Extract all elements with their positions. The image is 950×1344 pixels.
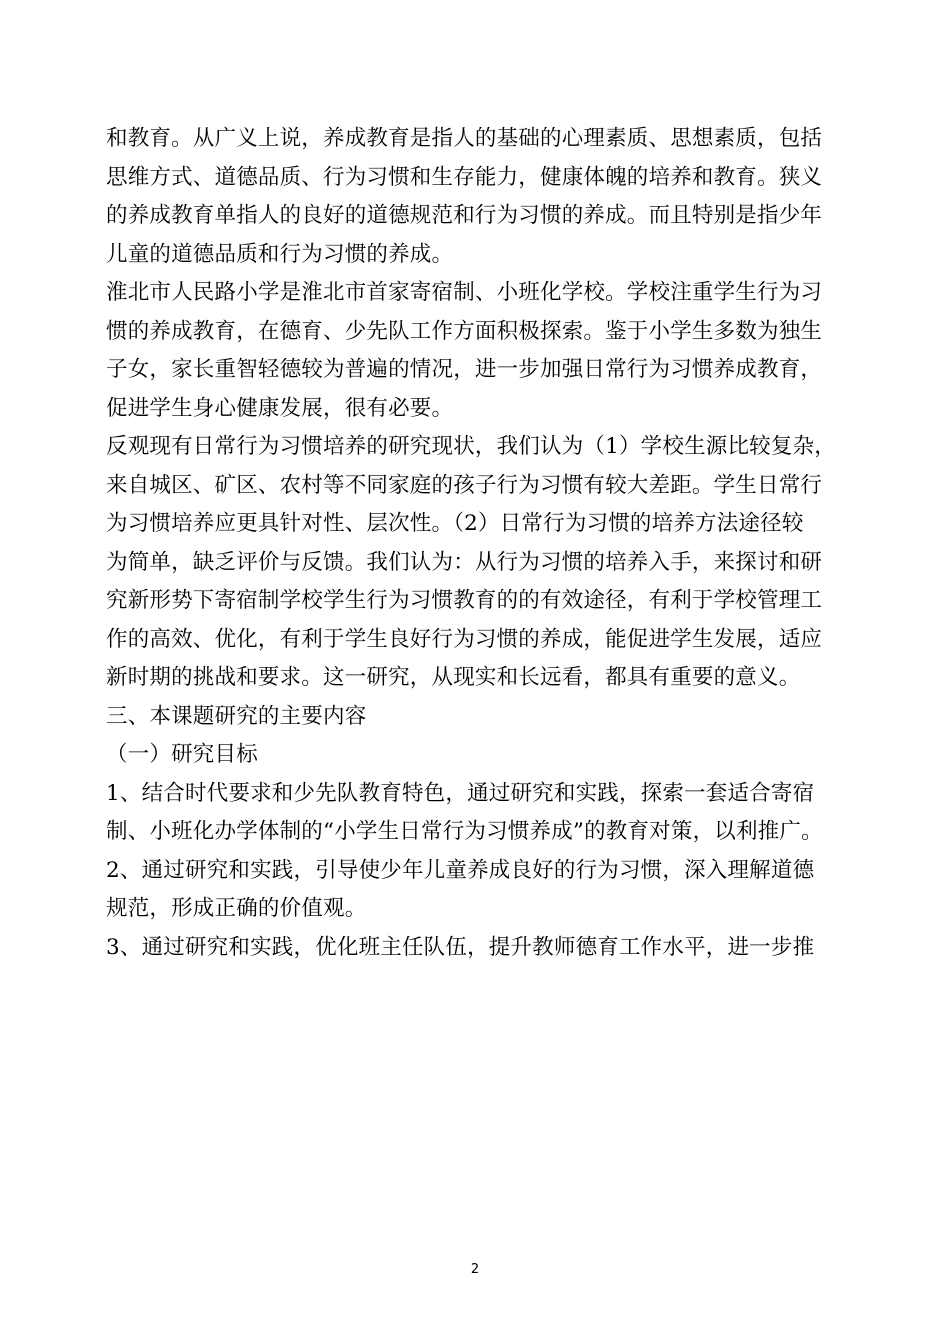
text-line: 规范，形成正确的价值观。 (106, 896, 367, 921)
text-line: 作的高效、优化，有利于学生良好行为习惯的养成，能促进学生发展，适应 (106, 626, 823, 652)
text-line: 惯的养成教育，在德育、少先队工作方面积极探索。鉴于小学生多数为独生 (106, 318, 823, 344)
text-line: 反观现有日常行为习惯培养的研究现状，我们认为（1）学校生源比较复杂， (106, 434, 836, 459)
text-line: 思维方式、道德品质、行为习惯和生存能力，健康体魄的培养和教育。狭义 (106, 164, 823, 190)
text-line: 究新形势下寄宿制学校学生行为习惯教育的的有效途径，有利于学校管理工 (106, 588, 823, 613)
body-text (106, 120, 846, 967)
subsection-heading: （一）研究目标 (106, 742, 258, 767)
list-item: 1、结合时代要求和少先队教育特色，通过研究和实践，探索一套适合寄宿 (106, 780, 815, 806)
text-line: 促进学生身心健康发展，很有必要。 (106, 395, 454, 421)
text-line: 和教育。从广义上说，养成教育是指人的基础的心理素质、思想素质，包括 (106, 126, 823, 151)
text-line: 新时期的挑战和要求。这一研究，从现实和长远看，都具有重要的意义。 (106, 665, 801, 690)
list-item: 2、通过研究和实践，引导使少年儿童养成良好的行为习惯，深入理解道德 (106, 857, 815, 883)
text-line: 的养成教育单指人的良好的道德规范和行为习惯的养成。而且特别是指少年 (106, 203, 823, 228)
text-line: 儿童的道德品质和行为习惯的养成。 (106, 241, 454, 267)
list-item: 3、通过研究和实践，优化班主任队伍，提升教师德育工作水平，进一步推 (106, 934, 815, 960)
text-line: 来自城区、矿区、农村等不同家庭的孩子行为习惯有较大差距。学生日常行 (106, 472, 823, 498)
text-line: 为习惯培养应更具针对性、层次性。（2）日常行为习惯的培养方法途径较 (106, 511, 804, 536)
text-line: 淮北市人民路小学是淮北市首家寄宿制、小班化学校。学校注重学生行为习 (106, 280, 823, 305)
section-heading: 三、本课题研究的主要内容 (106, 703, 367, 729)
page-number: 2 (470, 1262, 480, 1277)
text-line: 为简单，缺乏评价与反馈。我们认为：从行为习惯的培养入手，来探讨和研 (106, 549, 823, 575)
text-line: 制、小班化办学体制的“小学生日常行为习惯养成”的教育对策，以利推广。 (106, 819, 823, 844)
text-line: 子女，家长重智轻德较为普遍的情况，进一步加强日常行为习惯养成教育， (106, 357, 823, 382)
